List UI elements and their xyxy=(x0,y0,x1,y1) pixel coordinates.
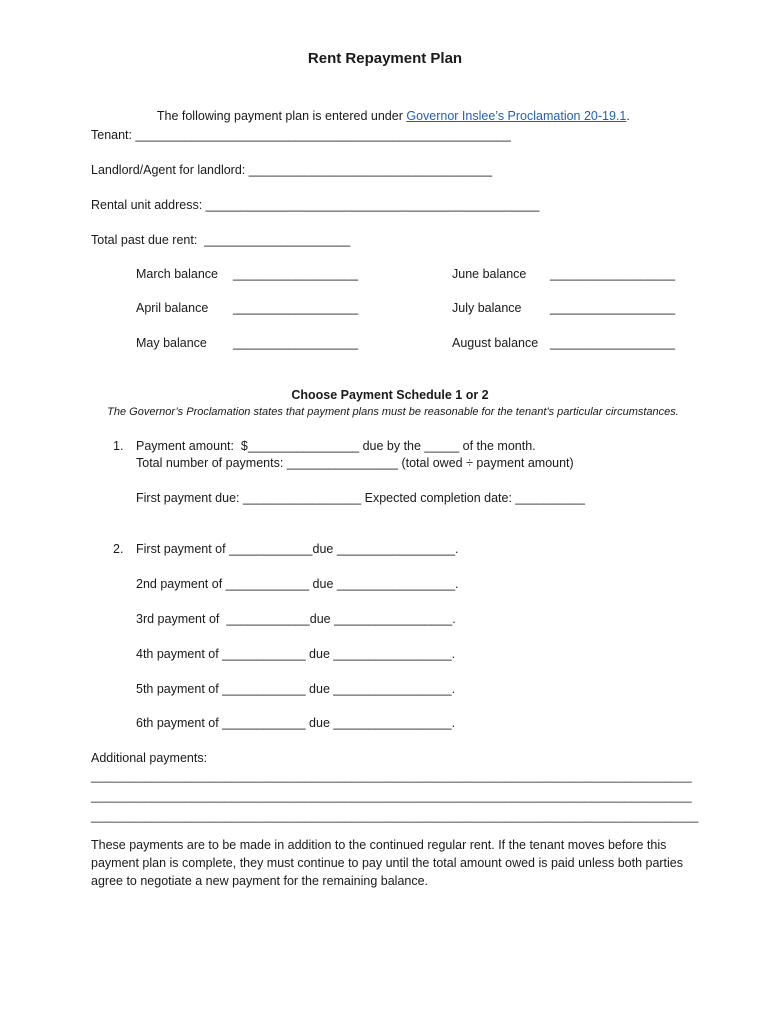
august-balance-field[interactable]: __________________ xyxy=(550,336,676,350)
payment-row-4[interactable]: 4th payment of ____________ due _________________. xyxy=(136,647,456,661)
first-payment-due-field[interactable]: First payment due: _________________ Expected completion date: __________ xyxy=(136,491,585,505)
option-1-number: 1. xyxy=(113,439,124,453)
schedule-note: The Governor’s Proclamation states that payment plans must be reasonable for the tenant’s particular circumstances. xyxy=(107,406,679,418)
intro-line xyxy=(0,92,770,124)
april-balance-field[interactable]: __________________ xyxy=(233,301,359,315)
may-balance-field[interactable]: __________________ xyxy=(233,336,359,350)
proclamation-link[interactable]: Governor Inslee’s Proclamation 20-19.1 xyxy=(406,109,627,123)
schedule-heading: Choose Payment Schedule 1 or 2 xyxy=(291,388,489,402)
march-balance-field[interactable]: __________________ xyxy=(233,267,359,281)
additional-payments-label: Additional payments: xyxy=(91,751,208,765)
additional-line-2[interactable]: __________________________________________________________________________________________ xyxy=(91,789,692,803)
payment-row-6[interactable]: 6th payment of ____________ due _________________. xyxy=(136,716,456,730)
payment-row-2[interactable]: 2nd payment of ____________ due _________________. xyxy=(136,577,459,591)
may-balance-label: May balance xyxy=(136,336,207,350)
tenant-field[interactable]: Tenant: ______________________________________________________ xyxy=(91,128,511,142)
intro-period: . xyxy=(626,109,630,123)
june-balance-field[interactable]: __________________ xyxy=(550,267,676,281)
document-title: Rent Repayment Plan xyxy=(307,50,463,67)
option-2-number: 2. xyxy=(113,542,124,556)
payment-row-5[interactable]: 5th payment of ____________ due _________________. xyxy=(136,682,456,696)
additional-line-1[interactable]: __________________________________________________________________________________________ xyxy=(91,769,692,783)
total-payments-field[interactable]: Total number of payments: ________________ (total owed ÷ payment amount) xyxy=(136,456,574,470)
march-balance-label: March balance xyxy=(136,267,218,281)
july-balance-field[interactable]: __________________ xyxy=(550,301,676,315)
august-balance-label: August balance xyxy=(452,336,539,350)
landlord-field[interactable]: Landlord/Agent for landlord: ___________________________________ xyxy=(91,163,493,177)
payment-row-3[interactable]: 3rd payment of ____________due _________________. xyxy=(136,612,456,626)
intro-text: The following payment plan is entered under xyxy=(156,109,407,123)
payment-amount-field[interactable]: Payment amount: $________________ due by the _____ of the month. xyxy=(136,439,536,453)
total-past-due-field[interactable]: Total past due rent: _____________________ xyxy=(91,233,351,247)
payment-row-1[interactable]: First payment of ____________due _________________. xyxy=(136,542,459,556)
additional-line-3[interactable]: ___________________________________________________________________________________________ xyxy=(91,809,699,823)
closing-paragraph: These payments are to be made in addition to the continued regular rent. If the tenant moves before this payment plan is complete, they must continue to pay until the total amount owed is paid unless both parties agree to negotiate a new payment for the remaining balance. xyxy=(91,838,684,888)
april-balance-label: April balance xyxy=(136,301,209,315)
july-balance-label: July balance xyxy=(452,301,522,315)
rental-address-field[interactable]: Rental unit address: ________________________________________________ xyxy=(91,198,540,212)
june-balance-label: June balance xyxy=(452,267,527,281)
